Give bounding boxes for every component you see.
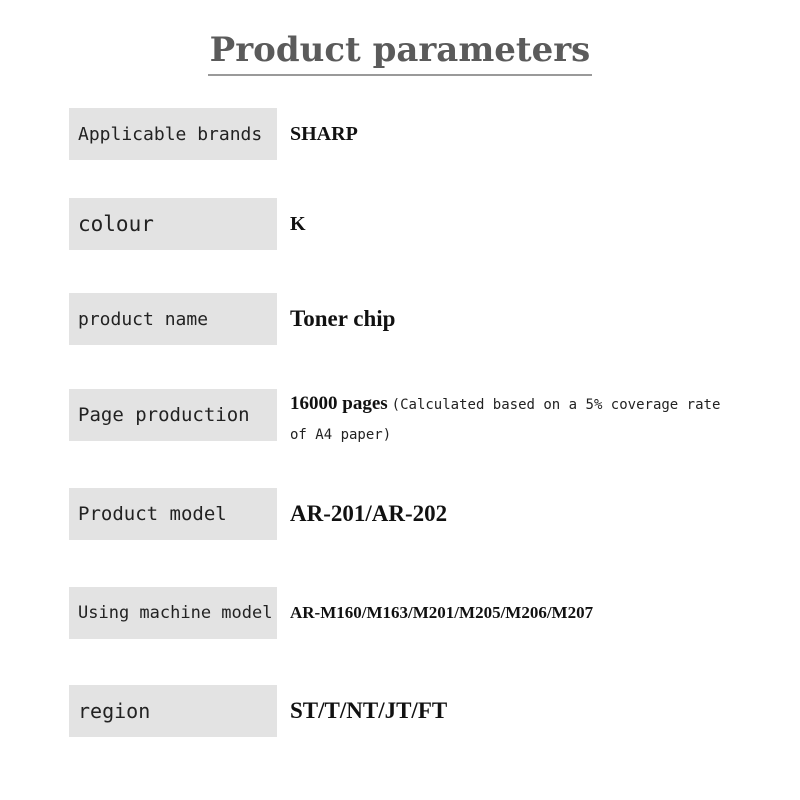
- param-row-page-production: [69, 389, 769, 441]
- param-label: Applicable brands: [69, 108, 277, 160]
- param-value: 16000 pages: [290, 393, 388, 414]
- param-label: Page production: [69, 389, 277, 441]
- param-value: K: [290, 212, 306, 235]
- page-title: [0, 28, 800, 76]
- param-value: AR-M160/M163/M201/M205/M206/M207: [290, 603, 594, 622]
- param-label: region: [69, 685, 277, 737]
- param-note: (Calculated based on a 5% coverage rate: [391, 397, 721, 413]
- param-label: Product model: [69, 488, 277, 540]
- param-label: product name: [69, 293, 277, 345]
- param-value: Toner chip: [290, 306, 396, 331]
- param-value: ST/T/NT/JT/FT: [290, 698, 448, 723]
- param-row-machine-model: [69, 587, 769, 639]
- param-row-region: [69, 685, 769, 737]
- param-label: colour: [69, 198, 277, 250]
- param-note-continued: of A4 paper): [290, 427, 392, 443]
- param-row-colour: [69, 198, 769, 250]
- param-row-product-name: [69, 293, 769, 345]
- param-label: Using machine model: [69, 587, 277, 639]
- param-row-product-model: [69, 488, 769, 540]
- param-value: SHARP: [290, 122, 358, 145]
- param-value: AR-201/AR-202: [290, 501, 448, 526]
- param-value-block: [290, 389, 760, 450]
- page-title-text: Product parameters: [208, 28, 593, 76]
- param-row-brands: [69, 108, 769, 160]
